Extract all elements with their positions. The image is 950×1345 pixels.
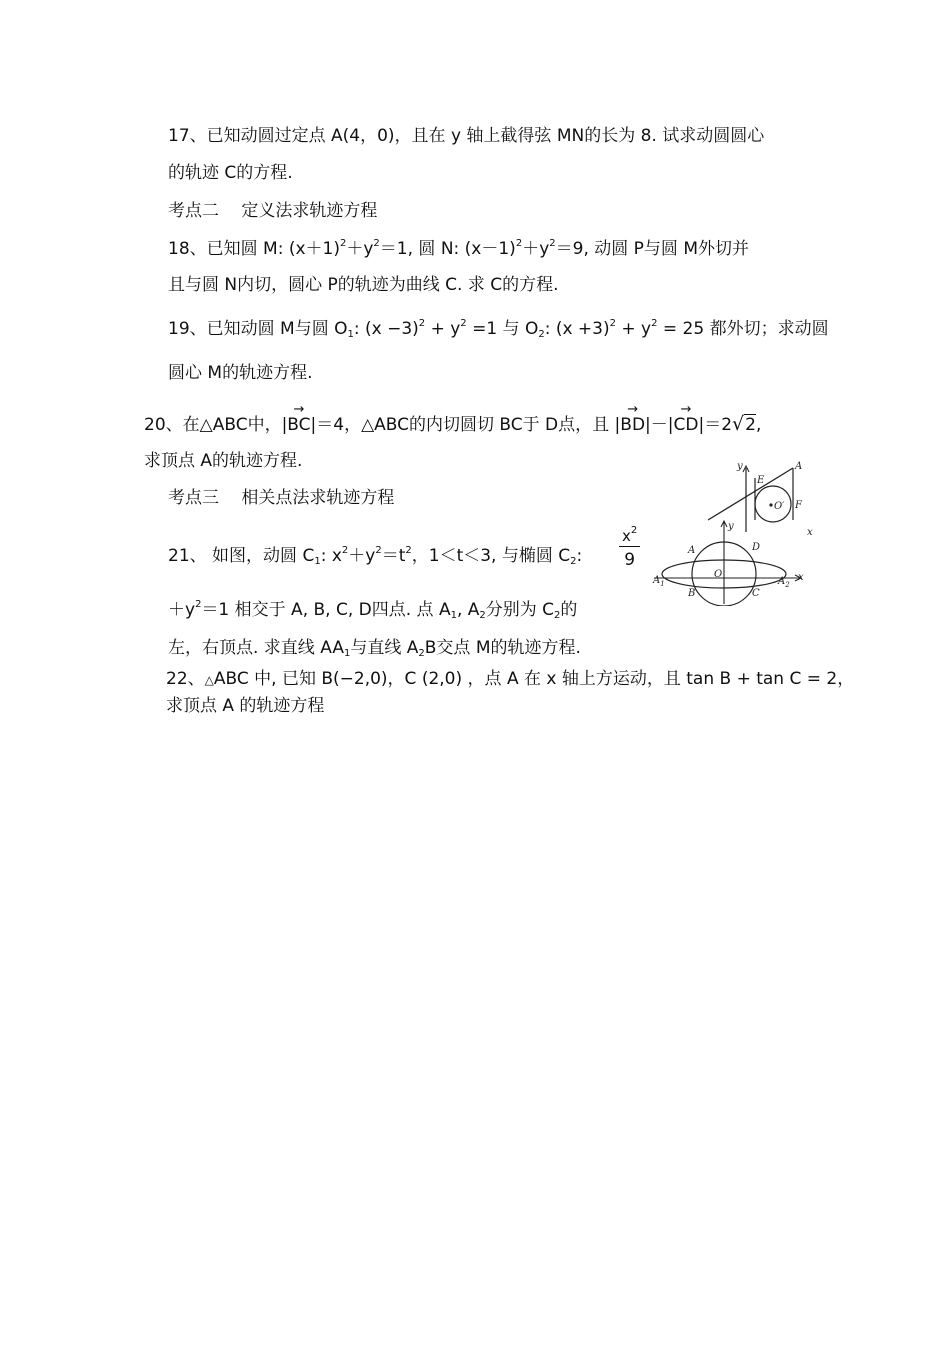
exponent: 2 <box>609 318 616 329</box>
exponent: 2 <box>418 318 426 329</box>
p21-text-l3c: B交点 M的轨迹方程. <box>424 638 581 658</box>
p19-text-a: 19、已知动圆 M与圆 O <box>168 319 348 339</box>
fraction-numerator <box>619 525 640 547</box>
p20-text-d: |＝2 <box>698 415 733 435</box>
p18-text-c: ＝1, 圆 N: (x－1) <box>379 239 516 259</box>
tangent-line <box>708 468 793 520</box>
p22-text-b: ABC 中, 已知 B(−2,0)，C (2,0) ，点 A 在 x 轴上方运动，且 tan B + tan C = 2， <box>213 669 855 689</box>
fig2-label-b: B <box>688 588 696 599</box>
p19-text-f: + y <box>616 319 652 339</box>
p19-text-d: =1 与 O <box>466 319 539 339</box>
fig2-label-o: O <box>714 569 723 580</box>
fig1-label-o: O′ <box>774 501 785 512</box>
p21-text-f: : <box>576 546 583 566</box>
fig1-label-a: A <box>795 461 803 472</box>
fig1-label-e: E <box>757 475 765 486</box>
subscript: 1 <box>347 329 354 340</box>
fraction-denominator: 9 <box>624 550 636 570</box>
problem-18-line-2: 且与圆 N内切，圆心 P的轨迹为曲线 C. 求 C的方程. <box>168 275 559 295</box>
exponent: 2 <box>515 238 523 249</box>
p20-text-a: 20、在△ABC中，| <box>144 415 288 435</box>
subscript: 2 <box>570 556 577 567</box>
p20-text-e: , <box>755 415 762 435</box>
incircle <box>755 486 791 522</box>
fig2-label-d: D <box>752 542 761 553</box>
vector-bc: → BC <box>287 414 310 436</box>
p21-text-d: ＝t <box>381 546 406 566</box>
p21-text-a: 21、 如图，动圆 C <box>168 546 315 566</box>
subscript: 1 <box>314 556 321 567</box>
problem-21-line-3 <box>168 637 581 659</box>
subscript: 2 <box>479 610 486 621</box>
sqrt-radicand: 2 <box>745 415 756 435</box>
problem-19-line-1 <box>168 318 829 340</box>
vector-bd: → BD <box>620 414 645 436</box>
p18-text-b: ＋y <box>346 239 374 259</box>
exponent: 2 <box>195 599 202 610</box>
p21-text-l2d: 分别为 C <box>485 600 555 620</box>
exponent: 2 <box>651 318 658 329</box>
a2-subscript: 2 <box>785 581 790 589</box>
p20-text-b: |＝4，△ABC的内切圆切 BC于 D点，且 | <box>310 415 621 435</box>
p21-text-b: : x <box>320 546 342 566</box>
frac-num-text: x <box>622 527 631 545</box>
p19-text-c: + y <box>425 319 461 339</box>
exponent: 2 <box>339 238 347 249</box>
problem-17-line-2: 的轨迹 C的方程. <box>168 163 293 183</box>
fig2-label-c: C <box>752 588 760 599</box>
p19-text-b: : (x −3) <box>353 319 419 339</box>
fig2-label-a: A <box>688 545 696 556</box>
a1-subscript: 1 <box>660 580 665 588</box>
exponent: 2 <box>375 545 382 556</box>
figure-circle-ellipse <box>650 518 810 606</box>
p22-text-a: 22、 <box>166 669 205 689</box>
exponent: 2 <box>549 238 556 249</box>
p18-text-e: ＝9, 动圆 P与圆 M外切并 <box>555 239 749 259</box>
fig1-label-f: F <box>795 500 802 511</box>
vector-cd: → CD <box>674 414 699 436</box>
problem-21-line-2 <box>168 599 577 621</box>
subscript: 1 <box>450 610 457 621</box>
problem-21-line-1 <box>168 545 582 567</box>
triangle-icon: △ <box>204 673 214 687</box>
fig2-label-y: y <box>728 521 734 532</box>
center-dot <box>769 503 772 506</box>
p18-text-d: ＋y <box>522 239 550 259</box>
p20-text-c: |－| <box>645 415 674 435</box>
fraction-x2-over-9 <box>619 525 640 571</box>
problem-22-line-1 <box>166 668 854 691</box>
exponent: 2 <box>405 545 412 556</box>
problem-20-line-2: 求顶点 A的轨迹方程. <box>144 451 303 471</box>
p21-text-c: ＋y <box>348 546 376 566</box>
p21-text-e: ，1＜t＜3, 与椭圆 C <box>411 546 571 566</box>
p21-text-l2c: , A <box>456 600 480 620</box>
p19-text-g: = 25 都外切；求动圆 <box>657 319 829 339</box>
subscript: 1 <box>343 648 351 659</box>
section-heading-3: 考点三 相关点法求轨迹方程 <box>168 488 395 508</box>
exponent: 2 <box>341 545 349 556</box>
p21-text-l2b: ＝1 相交于 A, B, C, D四点. 点 A <box>201 600 451 620</box>
p21-text-l3b: 与直线 A <box>350 638 419 658</box>
problem-18-line-1 <box>168 238 749 260</box>
problem-20-line-1 <box>144 413 761 436</box>
p21-text-l2e: 的 <box>560 600 578 620</box>
fig2-label-x: x <box>798 572 804 583</box>
p19-text-e: : (x +3) <box>544 319 610 339</box>
exponent: 2 <box>373 238 380 249</box>
p21-text-l2a: ＋y <box>168 600 196 620</box>
a1-letter: A <box>653 575 661 586</box>
problem-22-line-2: 求顶点 A 的轨迹方程 <box>166 696 325 716</box>
fig1-label-y: y <box>737 461 743 472</box>
problem-19-line-2: 圆心 M的轨迹方程. <box>168 363 313 383</box>
p18-text-a: 18、已知圆 M: (x＋1) <box>168 239 340 259</box>
problem-17-line-1: 17、已知动圆过定点 A(4，0)，且在 y 轴上截得弦 MN的长为 8. 试求动圆圆心 <box>168 126 765 146</box>
fig1-label-x: x <box>807 527 813 538</box>
subscript: 2 <box>554 610 561 621</box>
a2-letter: A <box>778 576 786 587</box>
exponent: 2 <box>630 525 638 536</box>
sqrt-sign: √ <box>732 413 745 435</box>
p21-text-l3a: 左，右顶点. 求直线 AA <box>168 638 344 658</box>
subscript: 2 <box>418 648 425 659</box>
subscript: 2 <box>538 329 545 340</box>
section-heading-2: 考点二 定义法求轨迹方程 <box>168 201 378 221</box>
exponent: 2 <box>460 318 467 329</box>
